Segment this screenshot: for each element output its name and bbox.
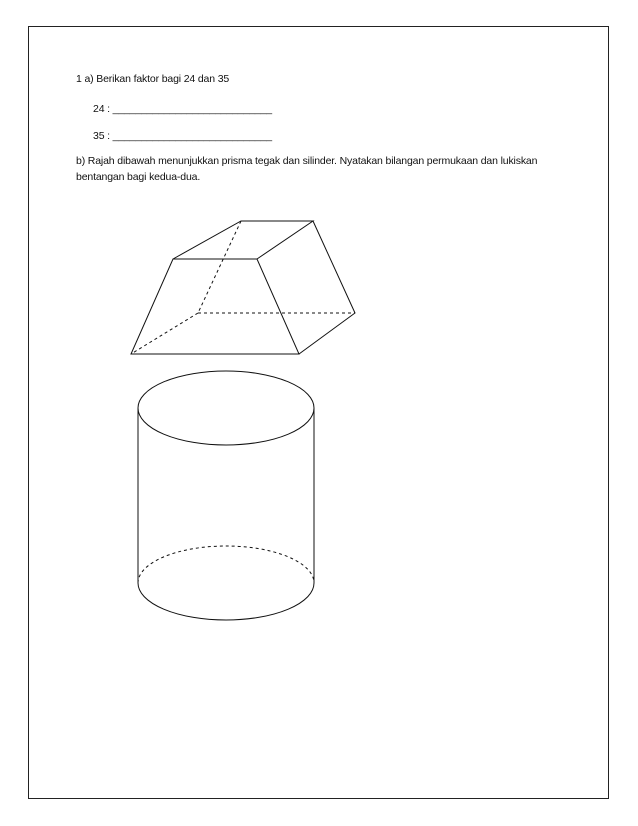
prism-top-edges [173, 221, 313, 259]
cylinder-bottom-front [138, 583, 314, 620]
question-1a: 1 a) Berikan faktor bagi 24 dan 35 [76, 73, 230, 85]
prism-right-edges [299, 221, 355, 354]
question-1b: b) Rajah dibawah menunjukkan prisma tegak dan silinder. Nyatakan bilangan permukaan dan lukiskan bentangan bagi kedua-dua. [76, 155, 538, 183]
answer-line-24: 24 : ____________________________ [93, 103, 272, 115]
prism-hidden-edges [131, 221, 355, 354]
cylinder-figure [138, 371, 314, 620]
answer-line-35: 35 : ____________________________ [93, 130, 272, 142]
prism-front-face [131, 259, 299, 354]
prism-figure [131, 221, 355, 354]
cylinder-top-ellipse [138, 371, 314, 445]
cylinder-bottom-back [138, 546, 314, 583]
